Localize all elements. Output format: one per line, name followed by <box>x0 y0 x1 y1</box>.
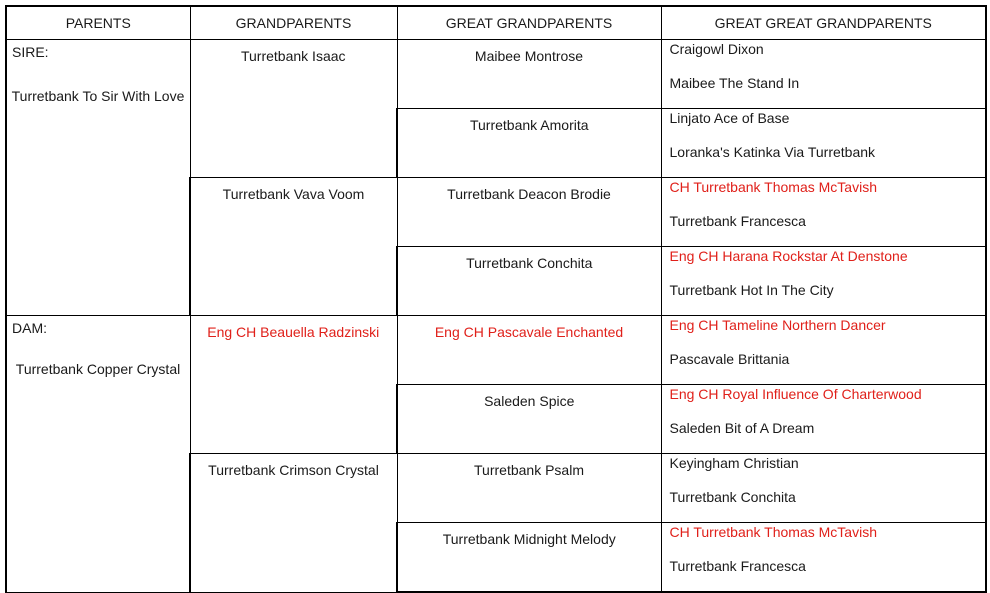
great-grandparent-cell <box>397 454 661 523</box>
great-grandparent-name: Turretbank Conchita <box>466 255 593 271</box>
dam-label: DAM: <box>12 320 47 336</box>
champion-name: CH Turretbank Thomas McTavish <box>669 524 877 540</box>
great-grandparent-name: Turretbank Midnight Melody <box>442 531 616 547</box>
great-grandparent-cell <box>397 316 661 385</box>
dam-name: Turretbank Copper Crystal <box>15 361 181 377</box>
great-great-grandparent-cell <box>661 454 986 523</box>
great-great-grandparent-name: Craigowl Dixon <box>669 41 764 57</box>
pedigree-chart <box>5 5 985 583</box>
great-great-grandparent-name: Loranka's Katinka Via Turretbank <box>669 144 876 160</box>
header-parents: PARENTS <box>6 6 190 40</box>
header-great-grandparents: GREAT GRANDPARENTS <box>397 6 661 40</box>
grandparent-name: Turretbank Vava Voom <box>222 186 365 202</box>
header-grandparents: GRANDPARENTS <box>190 6 397 40</box>
great-grandparent-name: Turretbank Amorita <box>469 117 589 133</box>
great-grandparent-cell <box>397 247 661 316</box>
sire-cell <box>6 40 190 316</box>
great-grandparent-cell <box>397 178 661 247</box>
dam-cell <box>6 316 190 593</box>
great-great-grandparent-cell <box>661 178 986 247</box>
great-great-grandparent-cell <box>661 40 986 109</box>
great-great-grandparent-name: Saleden Bit of A Dream <box>669 420 815 436</box>
great-great-grandparent-cell <box>661 247 986 316</box>
champion-name: Eng CH Tameline Northern Dancer <box>669 317 886 333</box>
grandparent-cell <box>190 40 397 178</box>
great-great-grandparent-cell <box>661 385 986 454</box>
pedigree-table <box>5 5 987 593</box>
great-great-grandparent-name: Turretbank Francesca <box>669 558 806 574</box>
champion-name: Eng CH Harana Rockstar At Denstone <box>669 248 908 264</box>
great-grandparent-cell <box>397 40 661 109</box>
great-grandparent-cell <box>397 109 661 178</box>
sire-name: Turretbank To Sir With Love <box>11 88 185 104</box>
champion-name: CH Turretbank Thomas McTavish <box>669 179 877 195</box>
header-great-great-grandparents: GREAT GREAT GRANDPARENTS <box>661 6 986 40</box>
grandparent-name: Turretbank Crimson Crystal <box>208 462 379 478</box>
great-great-grandparent-name: Turretbank Hot In The City <box>669 282 834 298</box>
great-great-grandparent-name: Linjato Ace of Base <box>669 110 790 126</box>
grandparent-cell <box>190 316 397 454</box>
great-great-grandparent-cell <box>661 109 986 178</box>
great-great-grandparent-name: Maibee The Stand In <box>669 75 800 91</box>
great-great-grandparent-cell <box>661 316 986 385</box>
great-great-grandparent-name: Pascavale Brittania <box>669 351 790 367</box>
champion-name: Eng CH Beauella Radzinski <box>207 324 380 340</box>
champion-name: Eng CH Pascavale Enchanted <box>434 324 624 340</box>
great-grandparent-name: Turretbank Deacon Brodie <box>447 186 611 202</box>
great-great-grandparent-name: Keyingham Christian <box>669 455 799 471</box>
great-grandparent-cell <box>397 385 661 454</box>
champion-name: Eng CH Royal Influence Of Charterwood <box>669 386 922 402</box>
grandparent-cell <box>190 454 397 593</box>
grandparent-name: Turretbank Isaac <box>240 48 346 64</box>
great-grandparent-name: Saleden Spice <box>484 393 575 409</box>
great-grandparent-name: Turretbank Psalm <box>474 462 584 478</box>
great-great-grandparent-name: Turretbank Conchita <box>669 489 796 505</box>
grandparent-cell <box>190 178 397 316</box>
great-great-grandparent-cell <box>661 523 986 593</box>
great-grandparent-name: Maibee Montrose <box>474 48 584 64</box>
sire-label: SIRE: <box>12 44 49 60</box>
great-grandparent-cell <box>397 523 661 593</box>
great-great-grandparent-name: Turretbank Francesca <box>669 213 806 229</box>
